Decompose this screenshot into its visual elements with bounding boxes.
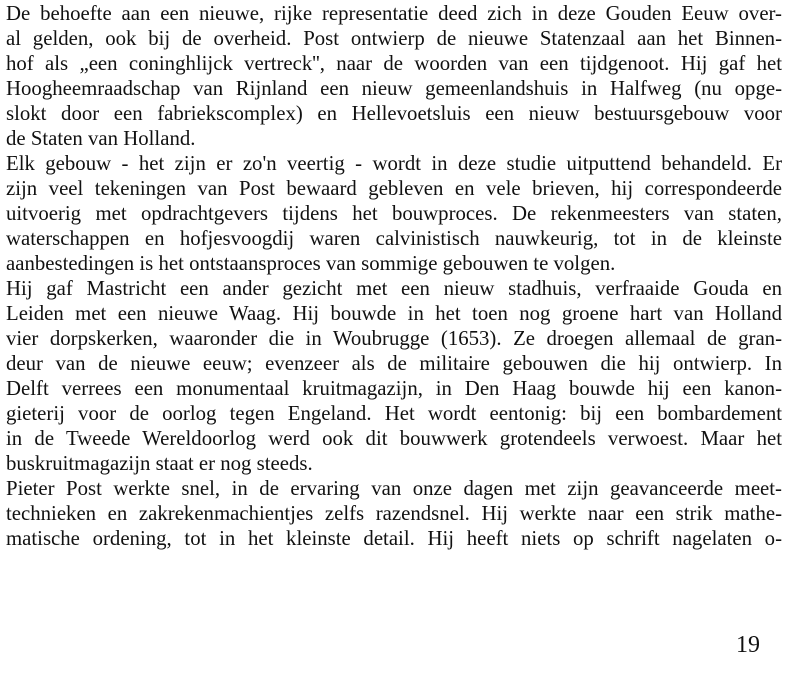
text-line: waterschappen en hofjesvoogdij waren calvinistisch nauwkeurig, tot in de kleinste [6, 227, 782, 250]
text-line: vier dorpskerken, waaronder die in Woubrugge (1653). Ze droegen allemaal de gran- [6, 327, 782, 350]
text-line: de Staten van Holland. [6, 127, 196, 150]
text-line: Hoogheemraadschap van Rijnland een nieuw gemeenlandshuis in Halfweg (nu opge- [6, 77, 782, 100]
text-line: buskruitmagazijn staat er nog steeds. [6, 452, 313, 475]
text-line: technieken en zakrekenmachientjes zelfs razendsnel. Hij werkte naar een strik mathe- [6, 502, 782, 525]
text-line: Pieter Post werkte snel, in de ervaring van onze dagen met zijn geavanceerde meet- [6, 477, 782, 500]
text-line: matische ordening, tot in het kleinste detail. Hij heeft niets op schrift nagelaten o- [6, 527, 782, 550]
text-line: gieterij voor de oorlog tegen Engeland. Het wordt eentonig: bij een bombardement [6, 402, 782, 425]
text-line: hof als „een coninghlijck vertreck'', naar de woorden van een tijdgenoot. Hij gaf het [6, 52, 782, 75]
text-line: slokt door een fabriekscomplex) en Hellevoetsluis een nieuw bestuursgebouw voor [6, 102, 782, 125]
text-line: Hij gaf Mastricht een ander gezicht met een nieuw stadhuis, verfraaide Gouda en [6, 277, 782, 300]
page-number: 19 [736, 632, 760, 658]
text-line: Elk gebouw - het zijn er zo'n veertig - wordt in deze studie uitputtend behandeld. Er [6, 152, 782, 175]
text-line: Delft verrees een monumentaal kruitmagazijn, in Den Haag bouwde hij een kanon- [6, 377, 782, 400]
text-line: uitvoerig met opdrachtgevers tijdens het bouwproces. De rekenmeesters van staten, [6, 202, 782, 225]
text-line: zijn veel tekeningen van Post bewaard gebleven en vele brieven, hij correspondeerde [6, 177, 782, 200]
text-line: deur van de nieuwe eeuw; evenzeer als de militaire gebouwen die hij ontwierp. In [6, 352, 782, 375]
text-line: aanbestedingen is het ontstaansproces van sommige gebouwen te volgen. [6, 252, 616, 275]
text-line: in de Tweede Wereldoorlog werd ook dit bouwwerk grotendeels verwoest. Maar het [6, 427, 782, 450]
text-line: De behoefte aan een nieuwe, rijke representatie deed zich in deze Gouden Eeuw over- [6, 2, 782, 25]
text-line: al gelden, ook bij de overheid. Post ontwierp de nieuwe Statenzaal aan het Binnen- [6, 27, 782, 50]
text-line: Leiden met een nieuwe Waag. Hij bouwde in het toen nog groene hart van Holland [6, 302, 782, 325]
